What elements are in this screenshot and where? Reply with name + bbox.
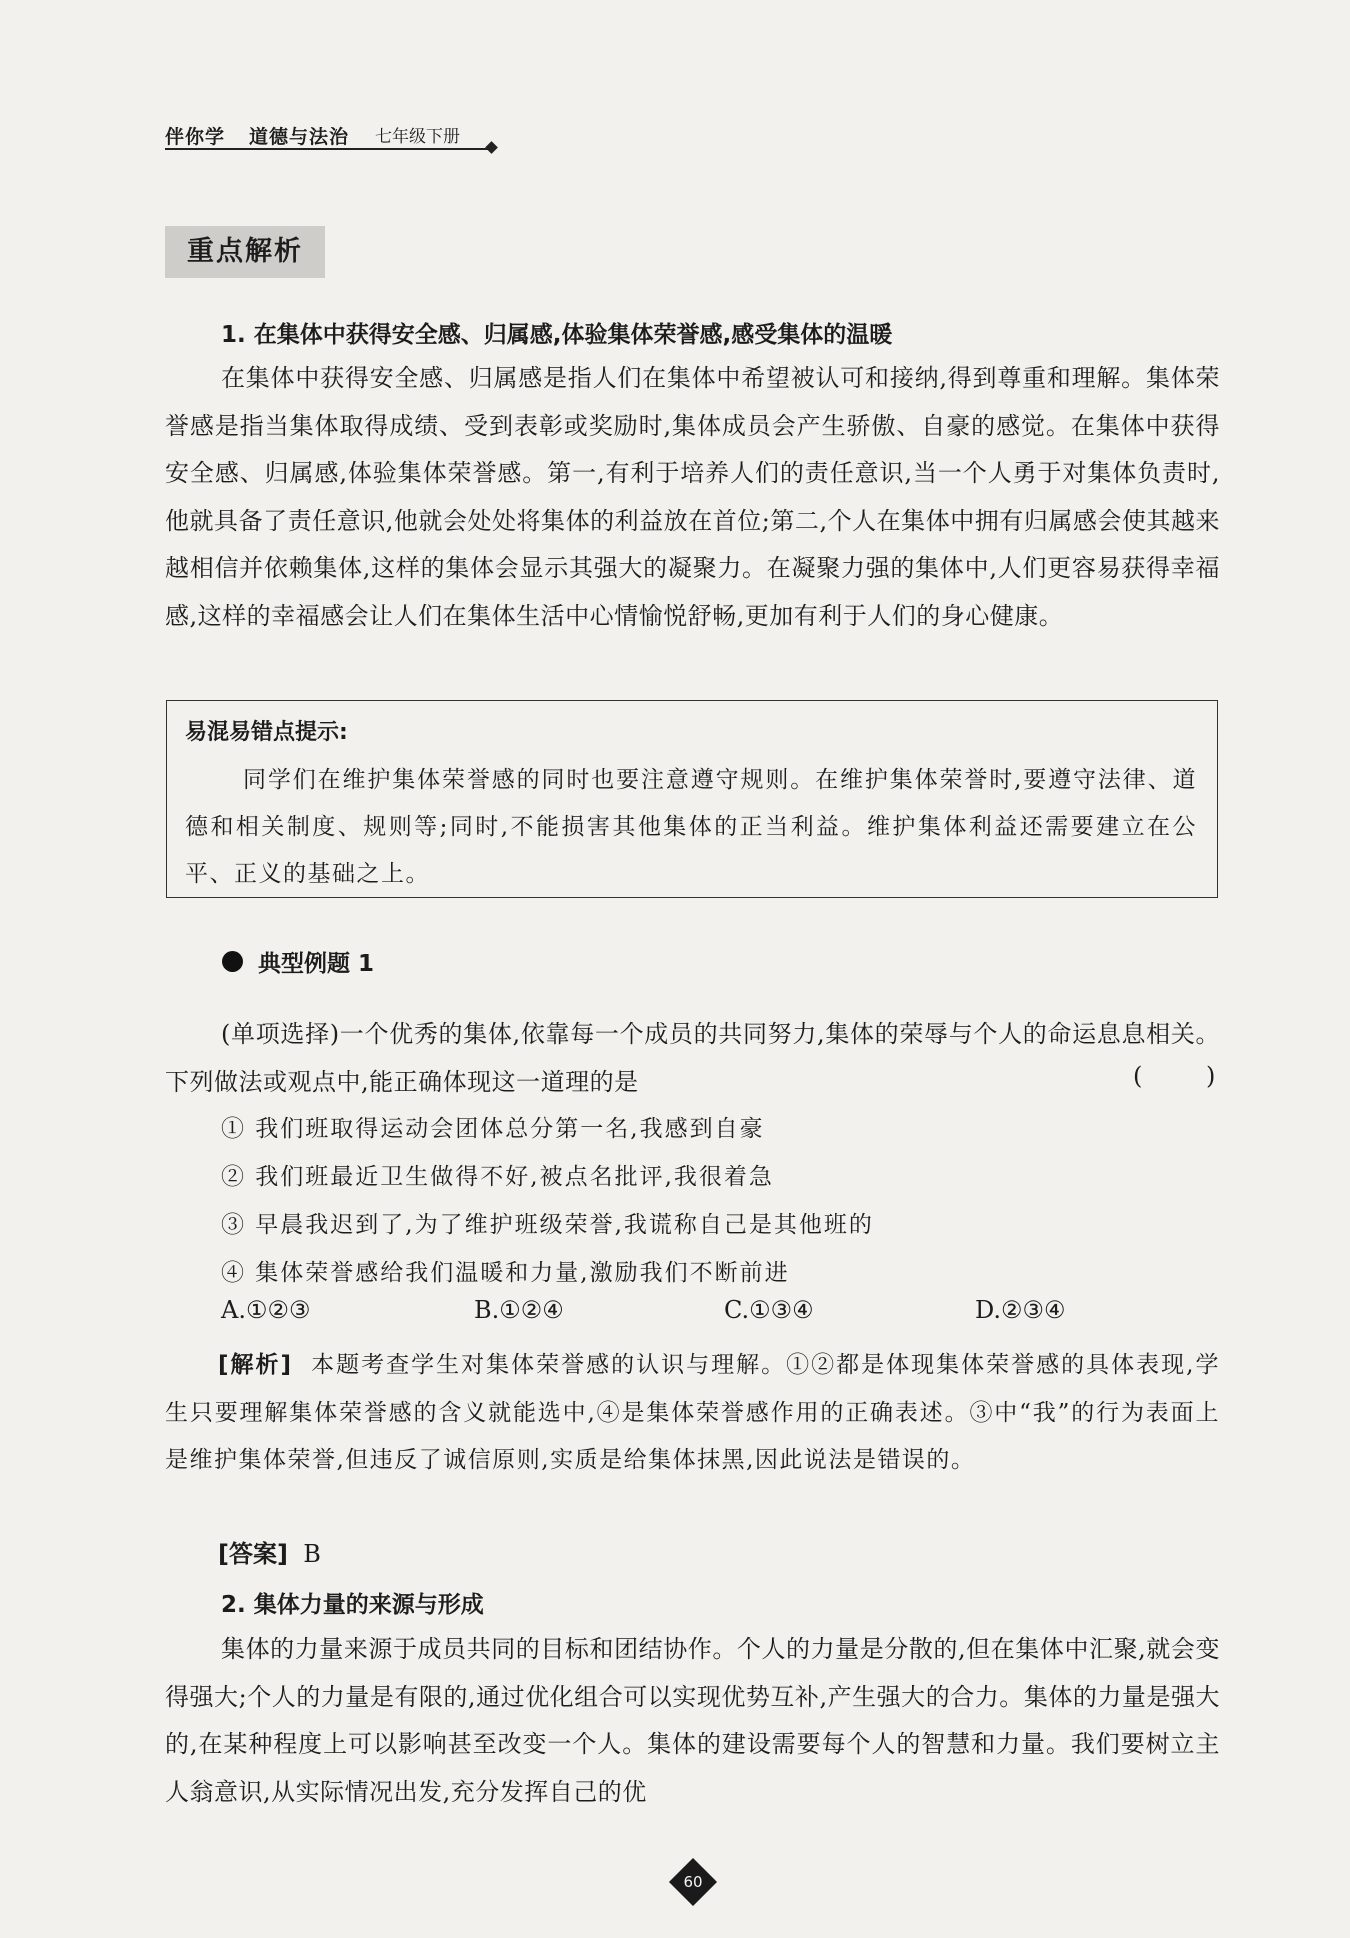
section-title: 重点解析 bbox=[165, 226, 325, 278]
answer-bracket: ( ) bbox=[1133, 1062, 1244, 1090]
point1-body: 在集体中获得安全感、归属感是指人们在集体中希望被认可和接纳,得到尊重和理解。集体荣誉感是指当集体取得成绩、受到表彰或奖励时,集体成员会产生骄傲、自豪的感觉。在集体中获得安全感、归属感,体验集体荣誉感。第一,有利于培养人们的责任意识,当一个人勇于对集体负责时,他就具备了责任意识,他就会处处将集体的利益放在首位;第二,个人在集体中拥有归属感会使其越来越相信并依赖集体,这样的集体会显示其强大的凝聚力。在凝聚力强的集体中,人们更容易获得幸福感,这样的幸福感会让人们在集体生活中心情愉悦舒畅,更加有利于人们的身心健康。 bbox=[165, 364, 1220, 630]
point2-body: 集体的力量来源于成员共同的目标和团结协作。个人的力量是分散的,但在集体中汇聚,就会变得强大;个人的力量是有限的,通过优化组合可以实现优势互补,产生强大的合力。集体的力量是强大的,在某种程度上可以影响甚至改变一个人。集体的建设需要每个人的智慧和力量。我们要树立主人翁意识,从实际情况出发,充分发挥自己的优 bbox=[165, 1635, 1220, 1806]
bullet-icon bbox=[222, 951, 243, 972]
answer-value: B bbox=[303, 1540, 321, 1568]
option-1: ① 我们班取得运动会团体总分第一名,我感到自豪 bbox=[221, 1116, 765, 1142]
header-rule bbox=[165, 148, 492, 150]
diamond-icon bbox=[485, 141, 498, 154]
answer-label: [答案] bbox=[218, 1540, 288, 1568]
choice-c: C.①③④ bbox=[724, 1296, 814, 1324]
tip-title: 易混易错点提示: bbox=[185, 720, 348, 745]
analysis-label: [解析] bbox=[218, 1352, 293, 1378]
example-stem: (单项选择)一个优秀的集体,依靠每一个成员的共同努力,集体的荣辱与个人的命运息息相关。下列做法或观点中,能正确体现这一道理的是 bbox=[165, 1020, 1220, 1096]
example-title: 典型例题 1 bbox=[258, 951, 375, 977]
choice-a: A.①②③ bbox=[221, 1296, 311, 1324]
option-2: ② 我们班最近卫生做得不好,被点名批评,我很着急 bbox=[221, 1164, 774, 1190]
tip-box bbox=[166, 700, 1218, 898]
subject-name: 道德与法治 bbox=[249, 126, 350, 148]
choice-d: D.②③④ bbox=[975, 1296, 1066, 1324]
answer bbox=[218, 1534, 321, 1569]
series-name: 伴你学 bbox=[165, 126, 226, 148]
analysis-text: 本题考查学生对集体荣誉感的认识与理解。①②都是体现集体荣誉感的具体表现,学生只要理解集体荣誉感的含义就能选中,④是集体荣誉感作用的正确表述。③中“我”的行为表面上是维护集体荣誉,但违反了诚信原则,实质是给集体抹黑,因此说法是错误的。 bbox=[165, 1352, 1220, 1473]
page-number-badge bbox=[670, 1859, 716, 1905]
option-3: ③ 早晨我迟到了,为了维护班级荣誉,我谎称自己是其他班的 bbox=[221, 1212, 874, 1238]
choice-b: B.①②④ bbox=[474, 1296, 564, 1324]
analysis bbox=[165, 1342, 1220, 1485]
point2-heading: 2. 集体力量的来源与形成 bbox=[221, 1592, 484, 1618]
grade-label: 七年级下册 bbox=[375, 127, 460, 147]
tip-body: 同学们在维护集体荣誉感的同时也要注意遵守规则。在维护集体荣誉时,要遵守法律、道德和相关制度、规则等;同时,不能损害其他集体的正当利益。维护集体利益还需要建立在公平、正义的基础之上。 bbox=[185, 767, 1197, 887]
page-number: 60 bbox=[683, 1873, 703, 1891]
running-header bbox=[165, 118, 515, 158]
option-4: ④ 集体荣誉感给我们温暖和力量,激励我们不断前进 bbox=[221, 1260, 790, 1286]
point1-heading: 1. 在集体中获得安全感、归属感,体验集体荣誉感,感受集体的温暖 bbox=[221, 322, 893, 348]
